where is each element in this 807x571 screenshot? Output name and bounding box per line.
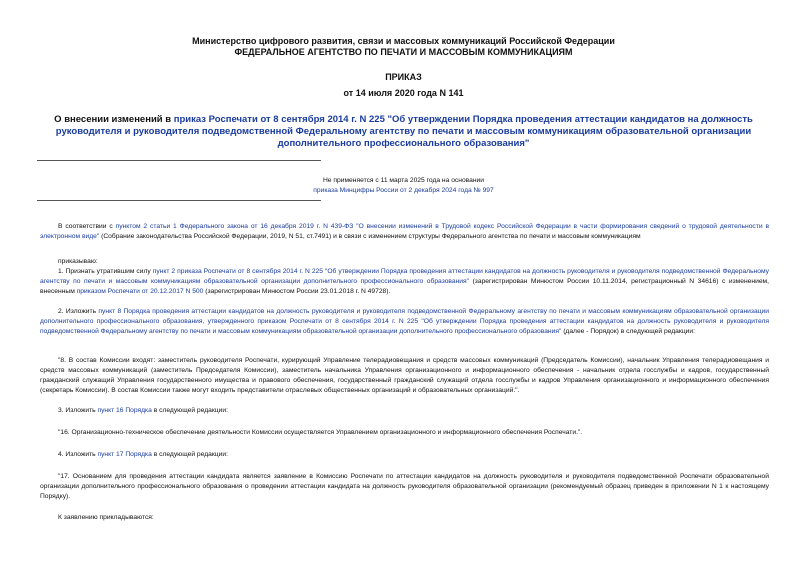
preamble-text: В соответствии с: [58, 223, 116, 230]
preamble-paragraph: [40, 222, 769, 242]
separator-line: [37, 200, 321, 201]
item-4-text-end: в следующей редакции:: [151, 451, 228, 458]
status-note-text: Не применяется с 11 марта 2025 года на основании: [322, 177, 485, 184]
status-note-link[interactable]: приказа Минцифры России от 2 декабря 2024 года № 997: [313, 187, 494, 194]
item-3-point-link[interactable]: пункт 16 Порядка: [97, 407, 152, 414]
title-prefix: О внесении изменений в: [54, 114, 174, 125]
item-3-paragraph: [40, 406, 769, 416]
item-3-text-end: в следующей редакции:: [151, 407, 228, 414]
agency-name: ФЕДЕРАЛЬНОЕ АГЕНТСТВО ПО ПЕЧАТИ И МАССОВЫМ КОММУНИКАЦИЯМ: [234, 47, 573, 57]
quote-point-8: "8. В состав Комиссии входят: заместитель руководителя Роспечати, курирующий Управление телерадиовещания и средств массовых коммуникаций (Председатель Комиссии), начальник Управления телерадиовещания и средств массовых коммуникаций (заместитель Председателя Комиссии), заместитель начальника Управления организационного и информационного обеспечения - начальник отдела госслужбы и кадров, государственный гражданский служащий Управления государственного имущества и правового обеспечения, государственный гражданский служащий отдела госслужбы и кадров Управления организационного и информационного обеспечения (секретарь Комиссии). В состав Комиссии также могут входить представители отраслевых общественных организаций и образовательных организаций.".: [40, 357, 769, 394]
preamble-text-end: (Собрание законодательства Российской Федерации, 2019, N 51, ст.7491) и в связи с изменением структуры Федерального агентства по печати и массовым коммуникациям: [99, 233, 641, 240]
item-2-text-end: (далее - Порядок) в следующей редакции:: [561, 328, 695, 335]
ministry-name: Министерство цифрового развития, связи и массовых коммуникаций Российской Федерации: [192, 36, 615, 46]
item-2-procedure-link[interactable]: пункт 8 Порядка проведения аттестации кандидатов на должность руководителя и руководителя подведомственной Федеральному агентству по печати и массовым коммуникациям образовательной организации дополнительного профессионального образования, утвержденного приказом Роспечати от 8 сентября 2014 г. N 225 "Об утверждении Порядка проведения аттестации кандидатов на должность руководителя и руководителя подведомственной Федеральному агентству по печати и массовым коммуникациям образовательной организации дополнительного профессионального образования": [40, 308, 769, 335]
item-4-point-link[interactable]: пункт 17 Порядка: [97, 451, 152, 458]
order-word: приказываю:: [58, 258, 98, 265]
item-2-text: 2. Изложить: [58, 308, 99, 315]
item-1-order-link[interactable]: пункт 2 приказа Роспечати от 8 сентября 2014 г. N 225 "Об утверждении Порядка проведения аттестации кандидатов на должность руководителя и руководителя подведомственной Федеральному агентству по печати и массовым коммуникациям образовательной организации дополнительного профессионального образования": [40, 268, 769, 285]
document-type: ПРИКАЗ: [385, 72, 422, 82]
separator-line: [37, 160, 321, 161]
item-1-text: 1. Признать утратившим силу: [58, 268, 153, 275]
item-1-text-end: (зарегистрирован Минюстом России 23.01.2018 г. N 49728).: [203, 288, 391, 295]
document-date: от 14 июля 2020 года N 141: [343, 88, 464, 98]
attachments-intro: К заявлению прикладываются:: [58, 514, 154, 521]
quote-point-16: "16. Организационно-техническое обеспечение деятельности Комиссии осуществляется Управлением организационного и информационного обеспечения Роспечати.".: [58, 429, 583, 436]
item-3-text: 3. Изложить: [58, 407, 98, 414]
item-4-paragraph: [40, 450, 769, 460]
item-1-amendment-link[interactable]: приказом Роспечати от 20.12.2017 N 500: [76, 288, 204, 295]
document-title: [36, 114, 771, 150]
status-note-line2: [0, 186, 807, 196]
item-1-text-mid: (зарегистрирован Минюстом России 10.11.2014, регистрационный N 34616) с изменением, внесенным: [40, 278, 770, 295]
title-order-link[interactable]: приказ Роспечати от 8 сентября 2014 г. N 225 "Об утверждении Порядка проведения аттестации кандидатов на должность руководителя и руководителя подведомственной Федеральному агентству по печати и массовым коммуникациям образовательной организации дополнительного профессионального образования": [55, 114, 753, 149]
item-4-text: 4. Изложить: [58, 451, 98, 458]
item-1-paragraph: [40, 267, 769, 297]
item-2-paragraph: [40, 307, 769, 337]
quote-point-17: "17. Основанием для проведения аттестации кандидата является заявление в Комиссию Роспечати по аттестации кандидатов на должность руководителя и руководителя подведомственной Роспечати образовательной организации дополнительного профессионального образования о проведении аттестации кандидата на должность руководителя образовательной организации (рекомендуемый образец приведен в приложении N 1 к настоящему Порядку).: [40, 473, 769, 500]
law-link[interactable]: пунктом 2 статьи 1 Федерального закона от 16 декабря 2019 г. N 439-ФЗ "О внесении изменений в Трудовой кодекс Российской Федерации в части формирования сведений о трудовой деятельности в электронном виде": [40, 223, 769, 240]
